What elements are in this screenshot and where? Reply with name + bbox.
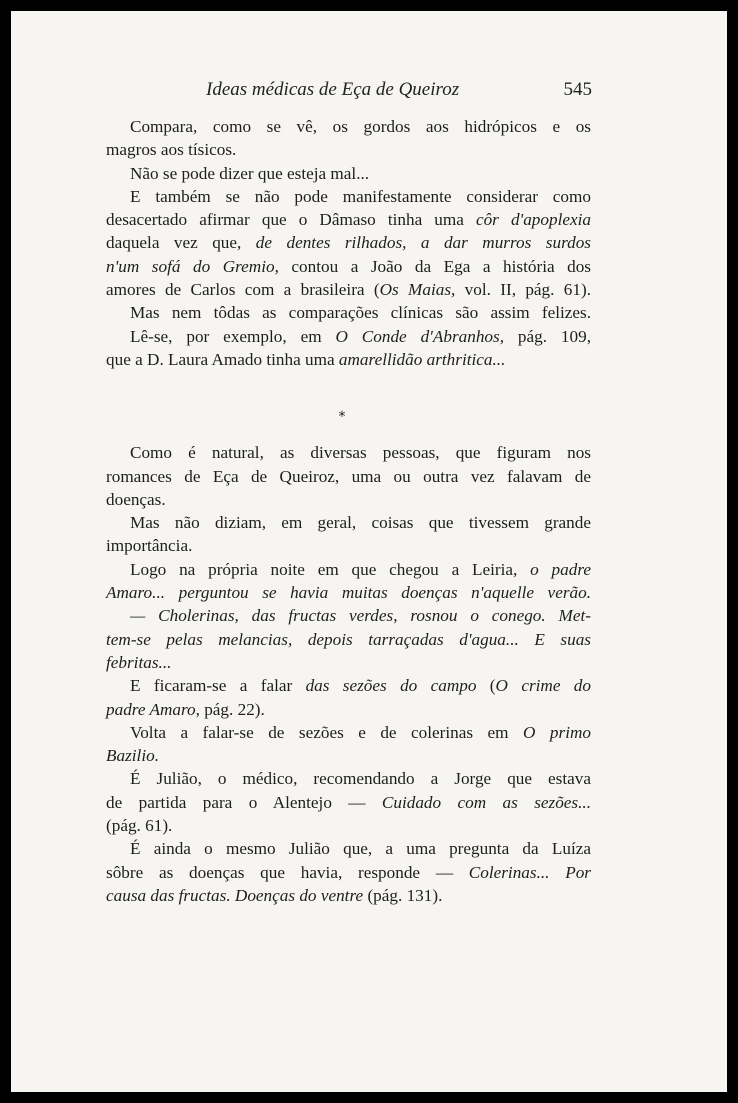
text-run: Mas não diziam, em geral, coisas que tivessem grande <box>130 513 591 533</box>
text-run: (pág. 131). <box>363 885 443 905</box>
text-line <box>106 255 591 278</box>
text-line <box>106 721 591 744</box>
text-run: E ficaram-se a falar <box>130 676 306 696</box>
section-separator-asterisk: * <box>338 409 346 425</box>
text-line <box>106 115 591 138</box>
text-line <box>106 465 591 488</box>
italic-run: Os Maias, <box>379 280 456 300</box>
page-number: 545 <box>563 79 592 100</box>
italic-run: Bazilio. <box>106 746 159 766</box>
text-run: doenças. <box>106 489 166 509</box>
italic-run: Colerinas... Por <box>468 862 591 882</box>
text-line <box>106 162 591 185</box>
text-line <box>106 138 591 161</box>
section-gap <box>106 371 591 441</box>
running-title: Ideas médicas de Eça de Queiroz <box>206 79 460 100</box>
italic-run: Cuidado com as sezões... <box>381 792 592 812</box>
italic-run: padre Amaro <box>106 699 196 719</box>
text-line <box>106 208 591 231</box>
text-line <box>106 441 591 464</box>
body-text <box>106 115 591 907</box>
text-line <box>106 767 591 790</box>
book-page <box>11 11 727 1092</box>
text-run: Logo na própria noite em que chegou a Leiria, <box>130 559 531 579</box>
text-run: romances de Eça de Queiroz, uma ou outra vez falavam de <box>106 466 591 486</box>
text-line <box>106 791 591 814</box>
text-line <box>106 698 591 721</box>
text-run: Compara, como se vê, os gordos aos hidrópicos e os <box>130 117 591 136</box>
text-run: amores de Carlos com a brasileira ( <box>106 280 380 300</box>
text-run: Volta a falar-se de sezões e de colerinas em <box>130 722 524 742</box>
text-run: desacertado afirmar que o Dâmaso tinha uma <box>106 210 476 230</box>
text-run: daquela vez que, <box>106 233 256 253</box>
text-block-1 <box>106 115 591 371</box>
italic-run: de dentes rilhados, a dar murros surdos <box>255 233 591 253</box>
text-run: vol. II, pág. 61). <box>455 280 591 300</box>
text-run: sôbre as doenças que havia, responde — <box>106 862 469 882</box>
running-header <box>206 79 606 109</box>
text-run: (pág. 61). <box>106 816 173 836</box>
italic-run: das sezões do campo <box>305 676 477 696</box>
italic-run: n'um sofá do Gremio, <box>106 256 279 276</box>
text-line <box>106 558 591 581</box>
text-line <box>106 861 591 884</box>
italic-run: O primo <box>523 722 591 742</box>
text-line <box>106 744 591 767</box>
text-line <box>106 814 591 837</box>
text-run: importância. <box>106 536 193 556</box>
text-line <box>106 231 591 254</box>
text-run: Não se pode dizer que esteja mal... <box>130 163 370 183</box>
text-line <box>106 837 591 860</box>
text-line <box>106 651 591 674</box>
italic-run: — Cholerinas, das fructas verdes, rosnou o conego. Met- <box>130 606 591 626</box>
italic-run: amarellidão arthritica... <box>338 349 506 369</box>
text-line <box>106 628 591 651</box>
italic-run: febritas... <box>106 652 172 672</box>
text-run: É Julião, o médico, recomendando a Jorge que estava <box>130 769 591 789</box>
text-run: ( <box>476 676 496 696</box>
italic-run: causa das fructas. Doenças do ventre <box>106 885 364 905</box>
text-run: magros aos tísicos. <box>106 140 237 160</box>
text-line <box>106 534 591 557</box>
text-run: que a D. Laura Amado tinha uma <box>106 349 339 369</box>
text-line <box>106 301 591 324</box>
italic-run: côr d'apoplexia <box>475 210 591 230</box>
text-run: de partida para o Alentejo — <box>106 792 382 812</box>
text-run: E também se não pode manifestamente considerar como <box>130 186 591 206</box>
text-line <box>106 488 591 511</box>
text-run: pág. 109, <box>504 326 591 346</box>
text-run: , pág. 22). <box>195 699 265 719</box>
text-run: É ainda o mesmo Julião que, a uma pregunta da Luíza <box>130 839 591 859</box>
text-line <box>106 325 591 348</box>
text-line <box>106 604 591 627</box>
text-line <box>106 511 591 534</box>
text-run: Lê-se, por exemplo, em <box>130 326 336 346</box>
text-line <box>106 884 591 907</box>
italic-run: O Conde d'Abranhos, <box>335 326 504 346</box>
text-line <box>106 278 591 301</box>
text-line <box>106 185 591 208</box>
text-run: Como é natural, as diversas pessoas, que figuram nos <box>130 443 591 463</box>
text-block-2 <box>106 441 591 907</box>
text-line <box>106 581 591 604</box>
italic-run: O crime do <box>495 676 591 696</box>
text-line <box>106 674 591 697</box>
italic-run: tem-se pelas melancias, depois tarraçadas d'agua... E suas <box>106 629 591 649</box>
text-run: contou a João da Ega a história dos <box>278 256 591 276</box>
italic-run: Amaro... perguntou se havia muitas doenças n'aquelle verão. <box>106 583 591 603</box>
text-run: Mas nem tôdas as comparações clínicas são assim felizes. <box>130 303 591 323</box>
italic-run: o padre <box>530 559 591 579</box>
text-line <box>106 348 591 371</box>
